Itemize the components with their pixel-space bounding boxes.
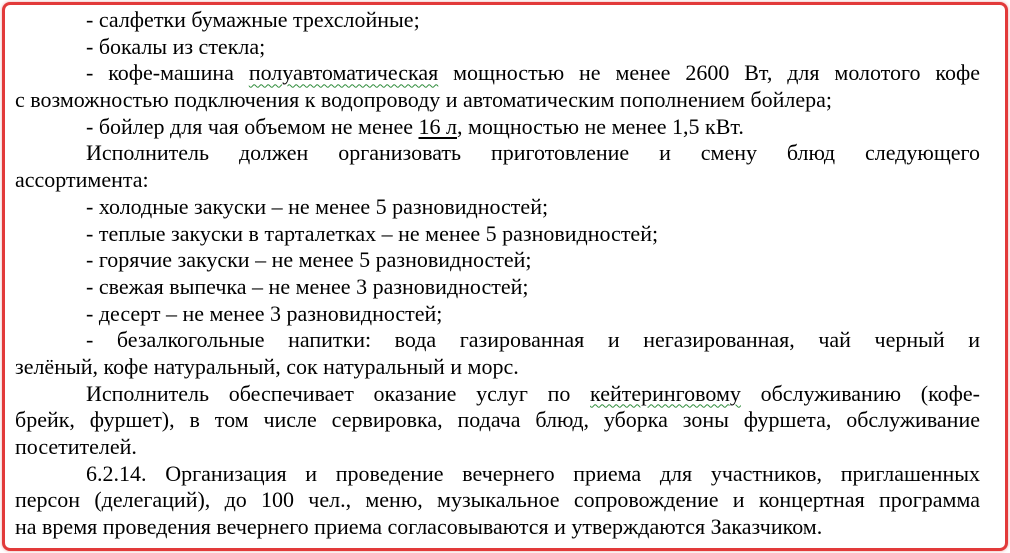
text-line: на время проведения вечернего приема согласовываются и утверждаются Заказчиком. [15,514,823,540]
highlight-frame [2,2,1008,551]
spellcheck-word: кейтеринговому [590,380,741,406]
spellcheck-word: полуавтоматическая [248,60,439,86]
underlined-value: 16 л [418,113,457,139]
list-item-pastry: - свежая выпечка – не менее 3 разновидностей; [86,273,529,299]
text-fragment: , мощностью не менее 1,5 кВт. [457,113,744,139]
list-item-glasses: - бокалы из стекла; [86,33,266,59]
section-6-2-14: 6.2.14. Организация и проведение вечернего приема для участников, приглашенных [86,460,980,486]
text-line: с возможностью подключения к водопроводу и автоматическим пополнением бойлера; [15,87,833,113]
paragraph-start [15,381,980,408]
list-item-napkins: - салфетки бумажные трехслойные; [86,7,420,32]
text-fragment: - кофе-машина [86,60,249,86]
text-line: посетителей. [15,434,137,459]
text-line: персон (делегаций), до 100 чел., меню, музыкальное сопровождение и концертная программа [15,487,980,513]
list-item-dessert: - десерт – не менее 3 разновидностей; [86,300,443,326]
text-line: зелёный, кофе натуральный, сок натуральный и морс. [15,353,519,379]
list-item-hot-snacks: - горячие закуски – не менее 5 разновидностей; [86,247,532,273]
list-item-warm-snacks: - теплые закуски в тарталетках – не менее 5 разновидностей; [86,220,659,246]
text-fragment: обслуживанию (кофе- [740,380,980,406]
list-item-coffee-machine [15,60,980,87]
list-item-cold-snacks: - холодные закуски – не менее 5 разновидностей; [86,193,549,219]
text-fragment: мощностью не менее 2600 Вт, для молотого кофе [438,60,981,86]
text-fragment: Исполнитель обеспечивает оказание услуг по [86,380,591,406]
list-item-drinks: - безалкогольные напитки: вода газированная и негазированная, чай черный и [86,327,980,353]
text-line: брейк, фуршет), в том числе сервировка, подача блюд, уборка зоны фуршета, обслуживание [15,407,980,433]
list-item-tea-boiler [15,114,980,141]
text-line: ассортимента: [15,167,149,193]
text-fragment: - бойлер для чая объемом не менее [86,113,419,139]
paragraph-start: Исполнитель должен организовать приготовление и смену блюд следующего [86,140,980,166]
document-body [15,7,980,541]
